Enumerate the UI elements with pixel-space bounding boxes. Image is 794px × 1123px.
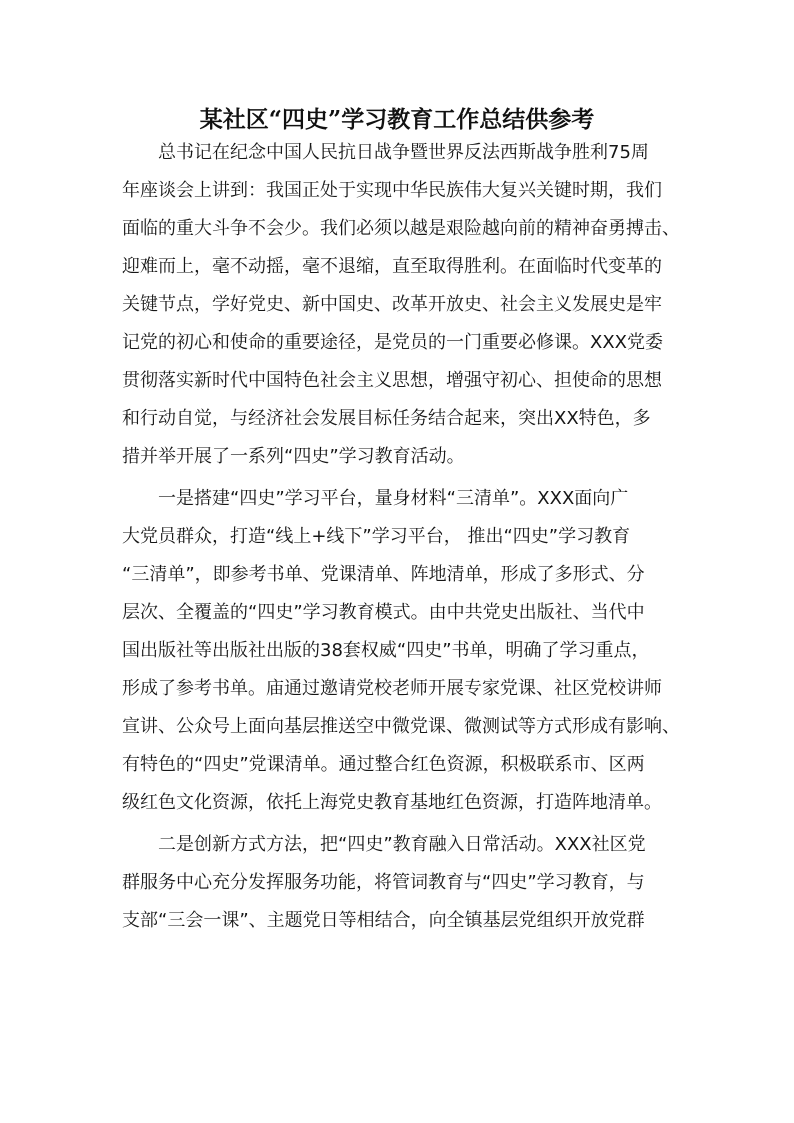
- paragraph-1-line-7: 贯彻落实新时代中国特色社会主义思想，增强守初心、担使命的思想: [122, 370, 662, 391]
- paragraph-2-line-6: 形成了参考书单。庙通过邀请党校老师开展专家党课、社区党校讲师: [122, 678, 662, 699]
- paragraph-1-line-3: 面临的重大斗争不会少。我们必须以越是艰险越向前的精神奋勇搏击、: [122, 218, 680, 239]
- paragraph-2-line-1: 一是搭建“四史”学习平台，量身材料“三清单”。XXX面向广: [122, 488, 629, 509]
- paragraph-1-line-4: 迎难而上，毫不动摇，毫不退缩，直至取得胜利。在面临时代变革的: [122, 256, 662, 277]
- paragraph-1-line-2: 年座谈会上讲到：我国正处于实现中华民族伟大复兴关键时期，我们: [122, 180, 662, 201]
- paragraph-2-line-7: 宣讲、公众号上面向基层推送空中微党课、微测试等方式形成有影响、: [122, 716, 680, 737]
- paragraph-2-line-9: 级红色文化资源，依托上海党史教育基地红色资源，打造阵地清单。: [122, 792, 662, 813]
- paragraph-2-line-4: 层次、全覆盖的“四史”学习教育模式。由中共党史出版社、当代中: [122, 602, 645, 623]
- paragraph-2-line-5: 国出版社等出版社出版的38套权威“四史”书单，明确了学习重点，: [122, 640, 650, 661]
- document-body: [122, 134, 682, 940]
- paragraph-3-line-3: 支部“三会一课”、主题党日等相结合，向全镇基层党组织开放党群: [122, 910, 645, 931]
- paragraph-2-line-3: “三清单”，即参考书单、党课清单、阵地清单，形成了多形式、分: [122, 564, 645, 585]
- paragraph-3-line-2: 群服务中心充分发挥服务功能，将管词教育与“四史”学习教育，与: [122, 872, 645, 893]
- paragraph-3-line-1: 二是创新方式方法，把“四史”教育融入日常活动。XXX社区党: [122, 834, 646, 855]
- paragraph-1-line-1: 总书记在纪念中国人民抗日战争暨世界反法西斯战争胜利75周: [122, 142, 649, 163]
- paragraph-1-line-5: 关键节点，学好党史、新中国史、改革开放史、社会主义发展史是牢: [122, 294, 662, 315]
- paragraph-1-line-9: 措并举开展了一系列“四史”学习教育活动。: [122, 446, 465, 467]
- paragraph-2-line-8: 有特色的“四史”党课清单。通过整合红色资源，积极联系市、区两: [122, 754, 645, 775]
- paragraph-2-line-2: 大党员群众，打造“线上+线下”学习平台， 推出“四史”学习教育: [122, 526, 631, 547]
- paragraph-1-line-6: 记党的初心和使命的重要途径，是党员的一门重要必修课。XXX党委: [122, 332, 663, 353]
- document-title: 某社区“四史”学习教育工作总结供参考: [199, 106, 595, 133]
- paragraph-1-line-8: 和行动自觉，与经济社会发展目标任务结合起来，突出XX特色，多: [122, 408, 651, 429]
